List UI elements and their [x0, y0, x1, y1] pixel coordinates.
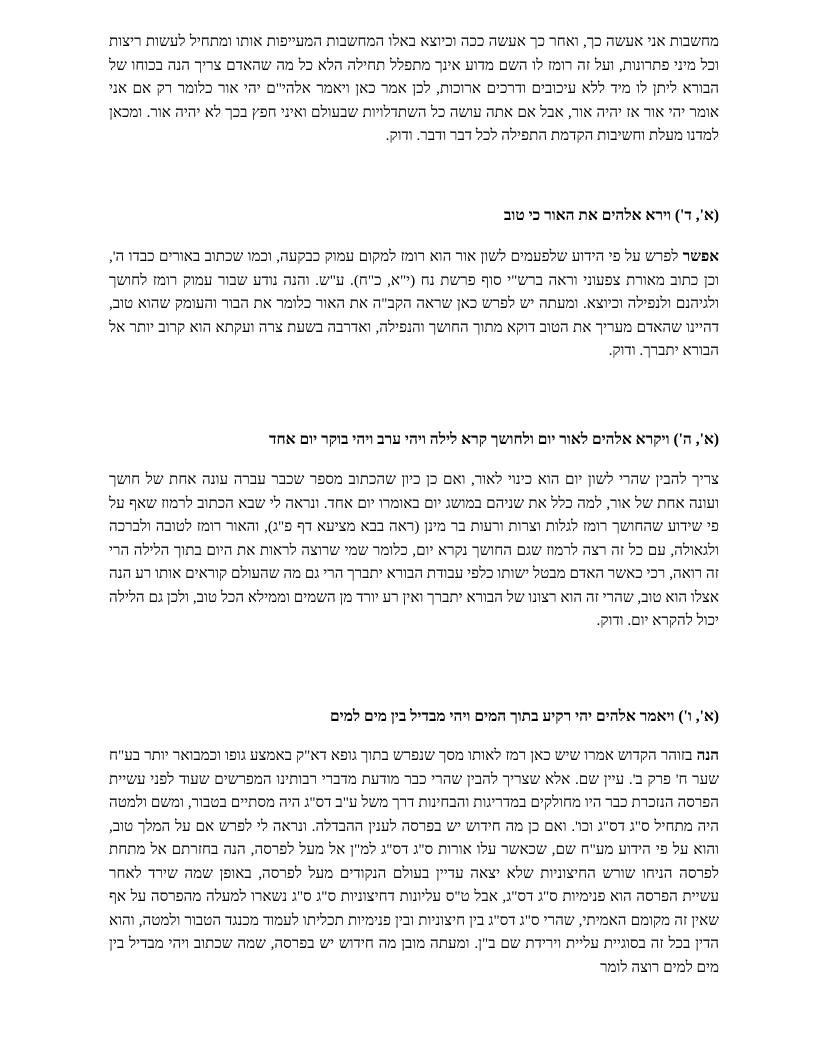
intro-paragraph	[109, 30, 719, 148]
verse-heading-1-4: (א', ד') וירא אלהים את האור כי טוב	[503, 207, 719, 224]
commentary-paragraph-1-6	[109, 744, 719, 979]
verse-heading-1-5: (א', ה') ויקרא אלהים לאור יום ולחושך קרא לילה ויהי ערב ויהי בוקר יום אחד	[269, 431, 719, 448]
commentary-text: צריך להבין שהרי לשון יום הוא כינוי לאור, ואם כן כיון שהכתוב מספר שכבר עברה עונה אחת של חושך ועונה אחת של אור, למה כלל את שניהם במושג יום באומרו יום אחד. ונראה לי שבא הכתוב לרמוז שאף על פי שידוע שהחושך רומז לגלות וצרות ורעות בר מינן (ראה בבא מציעא דף פ"ג), והאור רומז לטובה ולברכה ולגאולה, עם כל זה רצה לרמוז שגם החושך נקרא יום, כלומר שמי שרוצה לראות את היום בתוך הלילה הרי זה רואה, רכי כאשר האדם מבטל ישותו כלפי עבודת הבורא יתברך הרי גם מה שהעולם קוראים אותו רע הנה אצלו הוא טוב, שהרי זה הוא רצונו של הבורא יתברך ואין רע יורד מן השמים וממילא הכל טוב, ולכן גם הלילה יכול להקרא יום. ודוק.	[109, 471, 719, 629]
verse-heading-1-6: (א', ו') ויאמר אלהים יהי רקיע בתוך המים ויהי מבדיל בין מים למים	[329, 708, 719, 725]
commentary-paragraph-1-4	[109, 245, 719, 363]
lead-word: הנה	[696, 747, 719, 764]
lead-word: אפשר	[682, 248, 719, 265]
commentary-paragraph-1-5	[109, 468, 719, 633]
commentary-text: לפרש על פי הידוע שלפעמים לשון אור הוא רומז למקום עמוק כבקעה, וכמו שכתוב באורים כבדו ה', וכן כתוב מאורת צפעוני וראה ברש"י סוף פרשת נח (י"א, כ"ח). ע"ש. והנה נודע שבור עמוק רומז לחושך ולגיהנם ולנפילה וכיוצא. ומעתה יש לפרש כאן שראה הקב"ה את האור כלומר את הבור והעומק שהוא טוב, דהיינו שהאדם מעריך את הטוב דוקא מתוך החושך והנפילה, ואדרבה בשעת צרה ועקתא הוא קרוב יותר אל הבורא יתברך. ודוק.	[109, 248, 719, 359]
intro-paragraph-text: מחשבות אני אעשה כך, ואחר כך אעשה ככה וכיוצא באלו המחשבות המעייפות אותו ומתחיל לעשות ריצות וכל מיני פתרונות, ועל זה רומז לו השם מדוע אינך מתפלל תחילה הלא כל מה שהאדם צריך הנה בכוחו של הבורא ליתן לו מיד ללא עיכובים ודרכים ארוכות, לכן אמר כאן ויאמר אלהי"ם יהי אור כלומר רק אם אני אומר יהי אור אז יהיה אור, אבל אם אתה עושה כל השתדלויות שבעולם ואיני חפץ בכך לא יהיה אור. ומכאן למדנו מעלת וחשיבות הקדמת התפילה לכל דבר ודבר. ודוק.	[109, 33, 719, 144]
commentary-text: בזוהר הקדוש אמרו שיש כאן רמז לאותו מסך שנפרש בתוך גופא דא"ק באמצע גופו וכמבואר יותר בע"ח שער ח' פרק ב'. עיין שם. אלא שצריך להבין שהרי כבר מודעת מדברי רבותינו המפרשים שעוד לפני עשיית הפרסה הנזכרת כבר היו מחולקים במדריגות והבחינות דרך משל ע"ב דס"ג היה מסתיים בטבור, ומשם ולמטה היה מתחיל ס"ג דס"ג וכו'. ואם כן מה חידוש יש בפרסה לענין ההבדלה. ונראה לי לפרש אם על המלך טוב, והוא על פי הידוע מע"ח שם, שכאשר עלו אורות ס"ג דס"ג למ"ן אל מעל לפרסה, הנה בחזרתם אל מתחת לפרסה הניחו שורש החיצוניות שלא יצאה עדיין בעולם הנקודים מעל לפרסה, באופן שמה שירד לאחר עשיית הפרסה הוא פנימיות ס"ג דס"ג, אבל ט"ס עליונות דחיצוניות ס"ג ס"ג נשארו למעלה מהפרסה על אף שאין זה מקומם האמיתי, שהרי ס"ג דס"ג בין חיצוניות ובין פנימיות תכליתו לעמוד מכנגד הטבור ולמטה, והוא הדין בכל זה בסוגיית עליית וירידת שם ב"ן. ומעתה מובן מה חידוש יש בפרסה, שמה שכתוב ויהי מבדיל בין מים למים רוצה לומר	[109, 747, 719, 976]
